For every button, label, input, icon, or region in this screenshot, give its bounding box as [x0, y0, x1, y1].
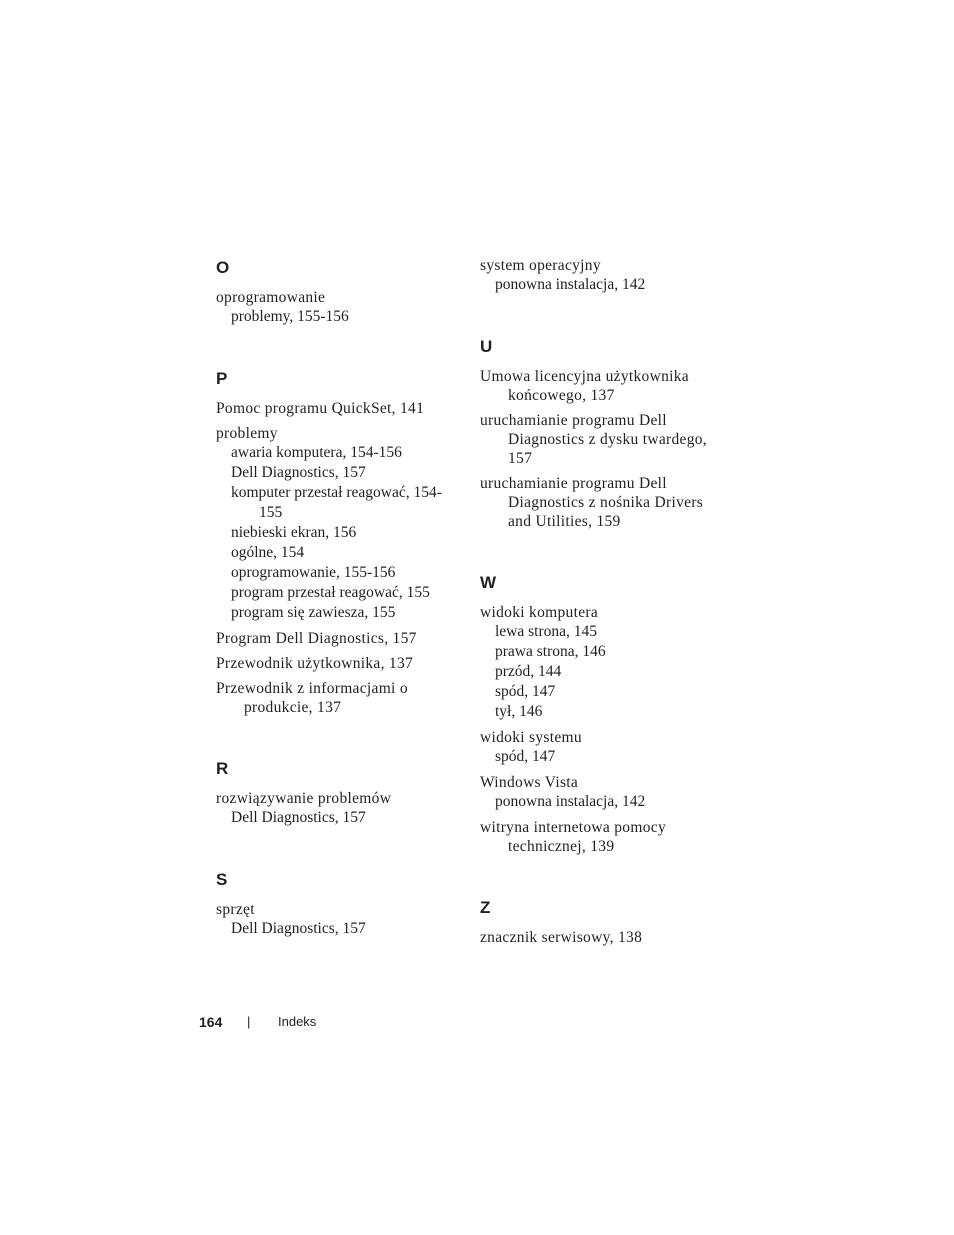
- index-subentry: ponowna instalacja, 142: [495, 793, 646, 810]
- index-subentry: ponowna instalacja, 142: [495, 276, 646, 293]
- index-section: [216, 868, 456, 939]
- index-subentry: prawa strona, 146: [495, 643, 606, 660]
- index-subentry: program przestał reagować, 155: [231, 584, 430, 601]
- index-section: [480, 335, 730, 531]
- index-term: uruchamianie programu Dell Diagnostics z dysku twardego, 157: [480, 412, 707, 467]
- index-section: [216, 256, 456, 327]
- index-term: Pomoc programu QuickSet, 141: [216, 400, 425, 417]
- footer-separator: |: [247, 1014, 251, 1029]
- index-section: [480, 571, 730, 856]
- section-letter: P: [216, 369, 228, 388]
- index-subentry: komputer przestał reagować, 154-155: [231, 484, 442, 521]
- index-entry: [480, 928, 730, 947]
- section-letter: S: [216, 870, 228, 889]
- index-entry: [480, 256, 730, 295]
- index-section: [216, 367, 456, 717]
- index-entry: [480, 603, 730, 722]
- index-entry: [216, 679, 456, 717]
- index-subentry: Dell Diagnostics, 157: [231, 920, 366, 937]
- index-term: sprzęt: [216, 901, 255, 918]
- index-term: Przewodnik z informacjami o produkcie, 137: [216, 680, 408, 716]
- index-subentry: lewa strona, 145: [495, 623, 598, 640]
- index-subentry: tył, 146: [495, 703, 543, 720]
- index-term: uruchamianie programu Dell Diagnostics z nośnika Drivers and Utilities, 159: [480, 475, 704, 530]
- index-column-left: [216, 256, 456, 979]
- index-term: widoki komputera: [480, 604, 599, 621]
- index-subentry: przód, 144: [495, 663, 562, 680]
- index-term: Przewodnik użytkownika, 137: [216, 655, 414, 672]
- index-entry: [480, 773, 730, 812]
- index-term: system operacyjny: [480, 257, 601, 274]
- index-entry: [216, 399, 456, 418]
- index-term: rozwiązywanie problemów: [216, 790, 392, 807]
- index-entry: [480, 367, 730, 405]
- index-entry: [480, 818, 730, 856]
- index-entry: [480, 728, 730, 767]
- index-subentry: niebieski ekran, 156: [231, 524, 357, 541]
- index-term: Program Dell Diagnostics, 157: [216, 630, 417, 647]
- index-entry: [216, 288, 456, 327]
- index-term: problemy: [216, 425, 278, 442]
- index-subentry: Dell Diagnostics, 157: [231, 809, 366, 826]
- section-letter: W: [480, 573, 497, 592]
- section-letter: U: [480, 337, 493, 356]
- index-subentry: spód, 147: [495, 683, 556, 700]
- footer-title: Indeks: [278, 1014, 317, 1029]
- index-section: [480, 256, 730, 295]
- index-subentry: program się zawiesza, 155: [231, 604, 396, 621]
- index-entry: [216, 900, 456, 939]
- index-entry: [480, 411, 730, 468]
- section-letter: R: [216, 759, 229, 778]
- section-letter: Z: [480, 898, 491, 917]
- index-term: witryna internetowa pomocy technicznej, 139: [480, 819, 666, 855]
- index-entry: [216, 789, 456, 828]
- index-column-right: [480, 256, 730, 987]
- section-letter: O: [216, 258, 230, 277]
- index-entry: [480, 474, 730, 531]
- index-entry: [216, 424, 456, 623]
- page-number: 164: [199, 1014, 223, 1030]
- index-entry: [216, 654, 456, 673]
- index-subentry: Dell Diagnostics, 157: [231, 464, 366, 481]
- index-term: widoki systemu: [480, 729, 582, 746]
- index-term: oprogramowanie: [216, 289, 326, 306]
- index-term: Windows Vista: [480, 774, 579, 791]
- index-section: [480, 896, 730, 947]
- index-subentry: ogólne, 154: [231, 544, 305, 561]
- index-term: Umowa licencyjna użytkownika końcowego, 137: [480, 368, 689, 404]
- index-subentry: oprogramowanie, 155-156: [231, 564, 396, 581]
- index-entry: [216, 629, 456, 648]
- index-term: znacznik serwisowy, 138: [480, 929, 643, 946]
- index-subentry: problemy, 155-156: [231, 308, 349, 325]
- index-subentry: spód, 147: [495, 748, 556, 765]
- index-section: [216, 757, 456, 828]
- index-subentry: awaria komputera, 154-156: [231, 444, 402, 461]
